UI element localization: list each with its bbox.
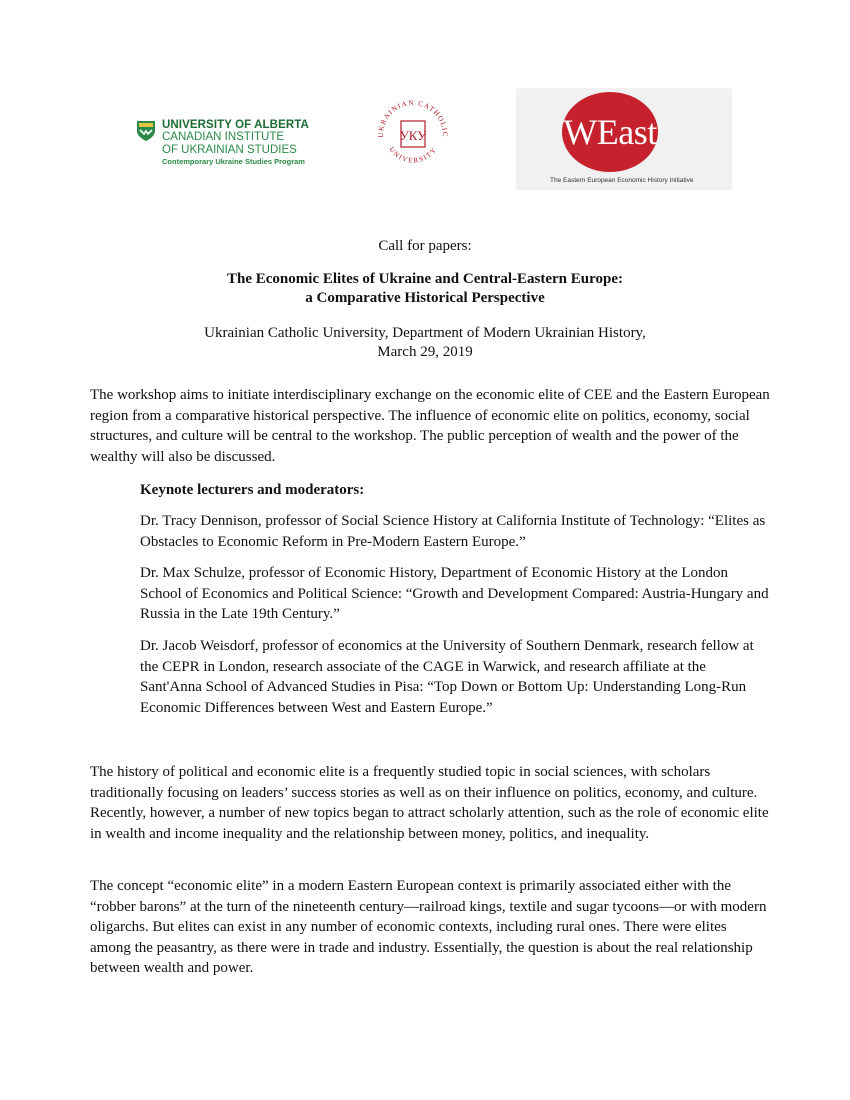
weast-circle: [562, 92, 658, 172]
university-of-alberta-logo: [136, 119, 326, 166]
svg-text:УКУ: УКУ: [399, 128, 427, 143]
venue-and-date: [0, 324, 850, 362]
keynote-item: Dr. Tracy Dennison, professor of Social Science History at California Institute of Technology: “Elites as Obstacles to Economic Reform in Pre-Modern Eastern Europe.”: [140, 513, 766, 550]
title-line-2: a Comparative Historical Perspective: [305, 290, 545, 306]
event-date: March 29, 2019: [377, 344, 473, 360]
ualberta-line-1: UNIVERSITY OF ALBERTA: [162, 119, 309, 131]
document-title: [0, 270, 850, 308]
svg-text:UKRAINIAN CATHOLIC: UKRAINIAN CATHOLIC: [376, 98, 450, 138]
keynote-heading: Keynote lecturers and moderators:: [140, 482, 365, 498]
title-line-1: The Economic Elites of Ukraine and Central-Eastern Europe:: [227, 271, 623, 287]
weast-wordmark: WEast: [563, 112, 657, 152]
shield-icon: [136, 120, 156, 142]
weast-tagline: The Eastern European Economic History Initiative: [550, 177, 694, 184]
ualberta-line-4: Contemporary Ukraine Studies Program: [162, 157, 305, 167]
history-paragraph: The history of political and economic elite is a frequently studied topic in social sciences, with scholars traditionally focusing on leaders’ success stories as well as on their influence on politics, economy, and culture. Recently, however, a number of new topics began to attract scholarly attention, such as the role of economic elite in wealth and income inequality and the relationship between money, politics, and inequality.: [90, 764, 769, 842]
venue-line: Ukrainian Catholic University, Department of Modern Ukrainian History,: [204, 325, 646, 341]
ualberta-line-3: OF UKRAINIAN STUDIES: [162, 143, 297, 156]
intro-paragraph: The workshop aims to initiate interdisciplinary exchange on the economic elite of CEE and the Eastern European region from a comparative historical perspective. The influence of economic elite on politics, economy, social structures, and culture will be central to the workshop. The public perception of wealth and the power of the wealthy will also be discussed.: [90, 387, 770, 465]
call-for-papers-label: Call for papers:: [378, 238, 472, 254]
ucu-seal-logo: [370, 92, 456, 178]
svg-text:UNIVERSITY: UNIVERSITY: [387, 145, 439, 165]
weast-logo: [516, 88, 732, 190]
logo-band: [0, 88, 850, 198]
keynote-item: Dr. Jacob Weisdorf, professor of economics at the University of Southern Denmark, research fellow at the CEPR in London, research associate of the CAGE in Warwick, and research affiliate at the Sant'Anna School of Advanced Studies in Pisa: “Top Down or Bottom Up: Understanding Long-Run Economic Differences between West and Eastern Europe.”: [140, 638, 754, 716]
keynote-item: Dr. Max Schulze, professor of Economic History, Department of Economic History at the London School of Economics and Political Science: “Growth and Development Compared: Austria-Hungary and Russia in the Late 19th Century.”: [140, 565, 769, 623]
ualberta-line-2: CANADIAN INSTITUTE: [162, 131, 285, 144]
concept-paragraph: The concept “economic elite” in a modern Eastern European context is primarily associated either with the “robber barons” at the turn of the nineteenth century—railroad kings, textile and sugar tycoons—or with modern oligarchs. But elites can exist in any number of economic contexts, including rural ones. There were elites among the peasantry, as there were in trade and industry. Essentially, the question is about the real relationship between wealth and power.: [90, 878, 767, 977]
